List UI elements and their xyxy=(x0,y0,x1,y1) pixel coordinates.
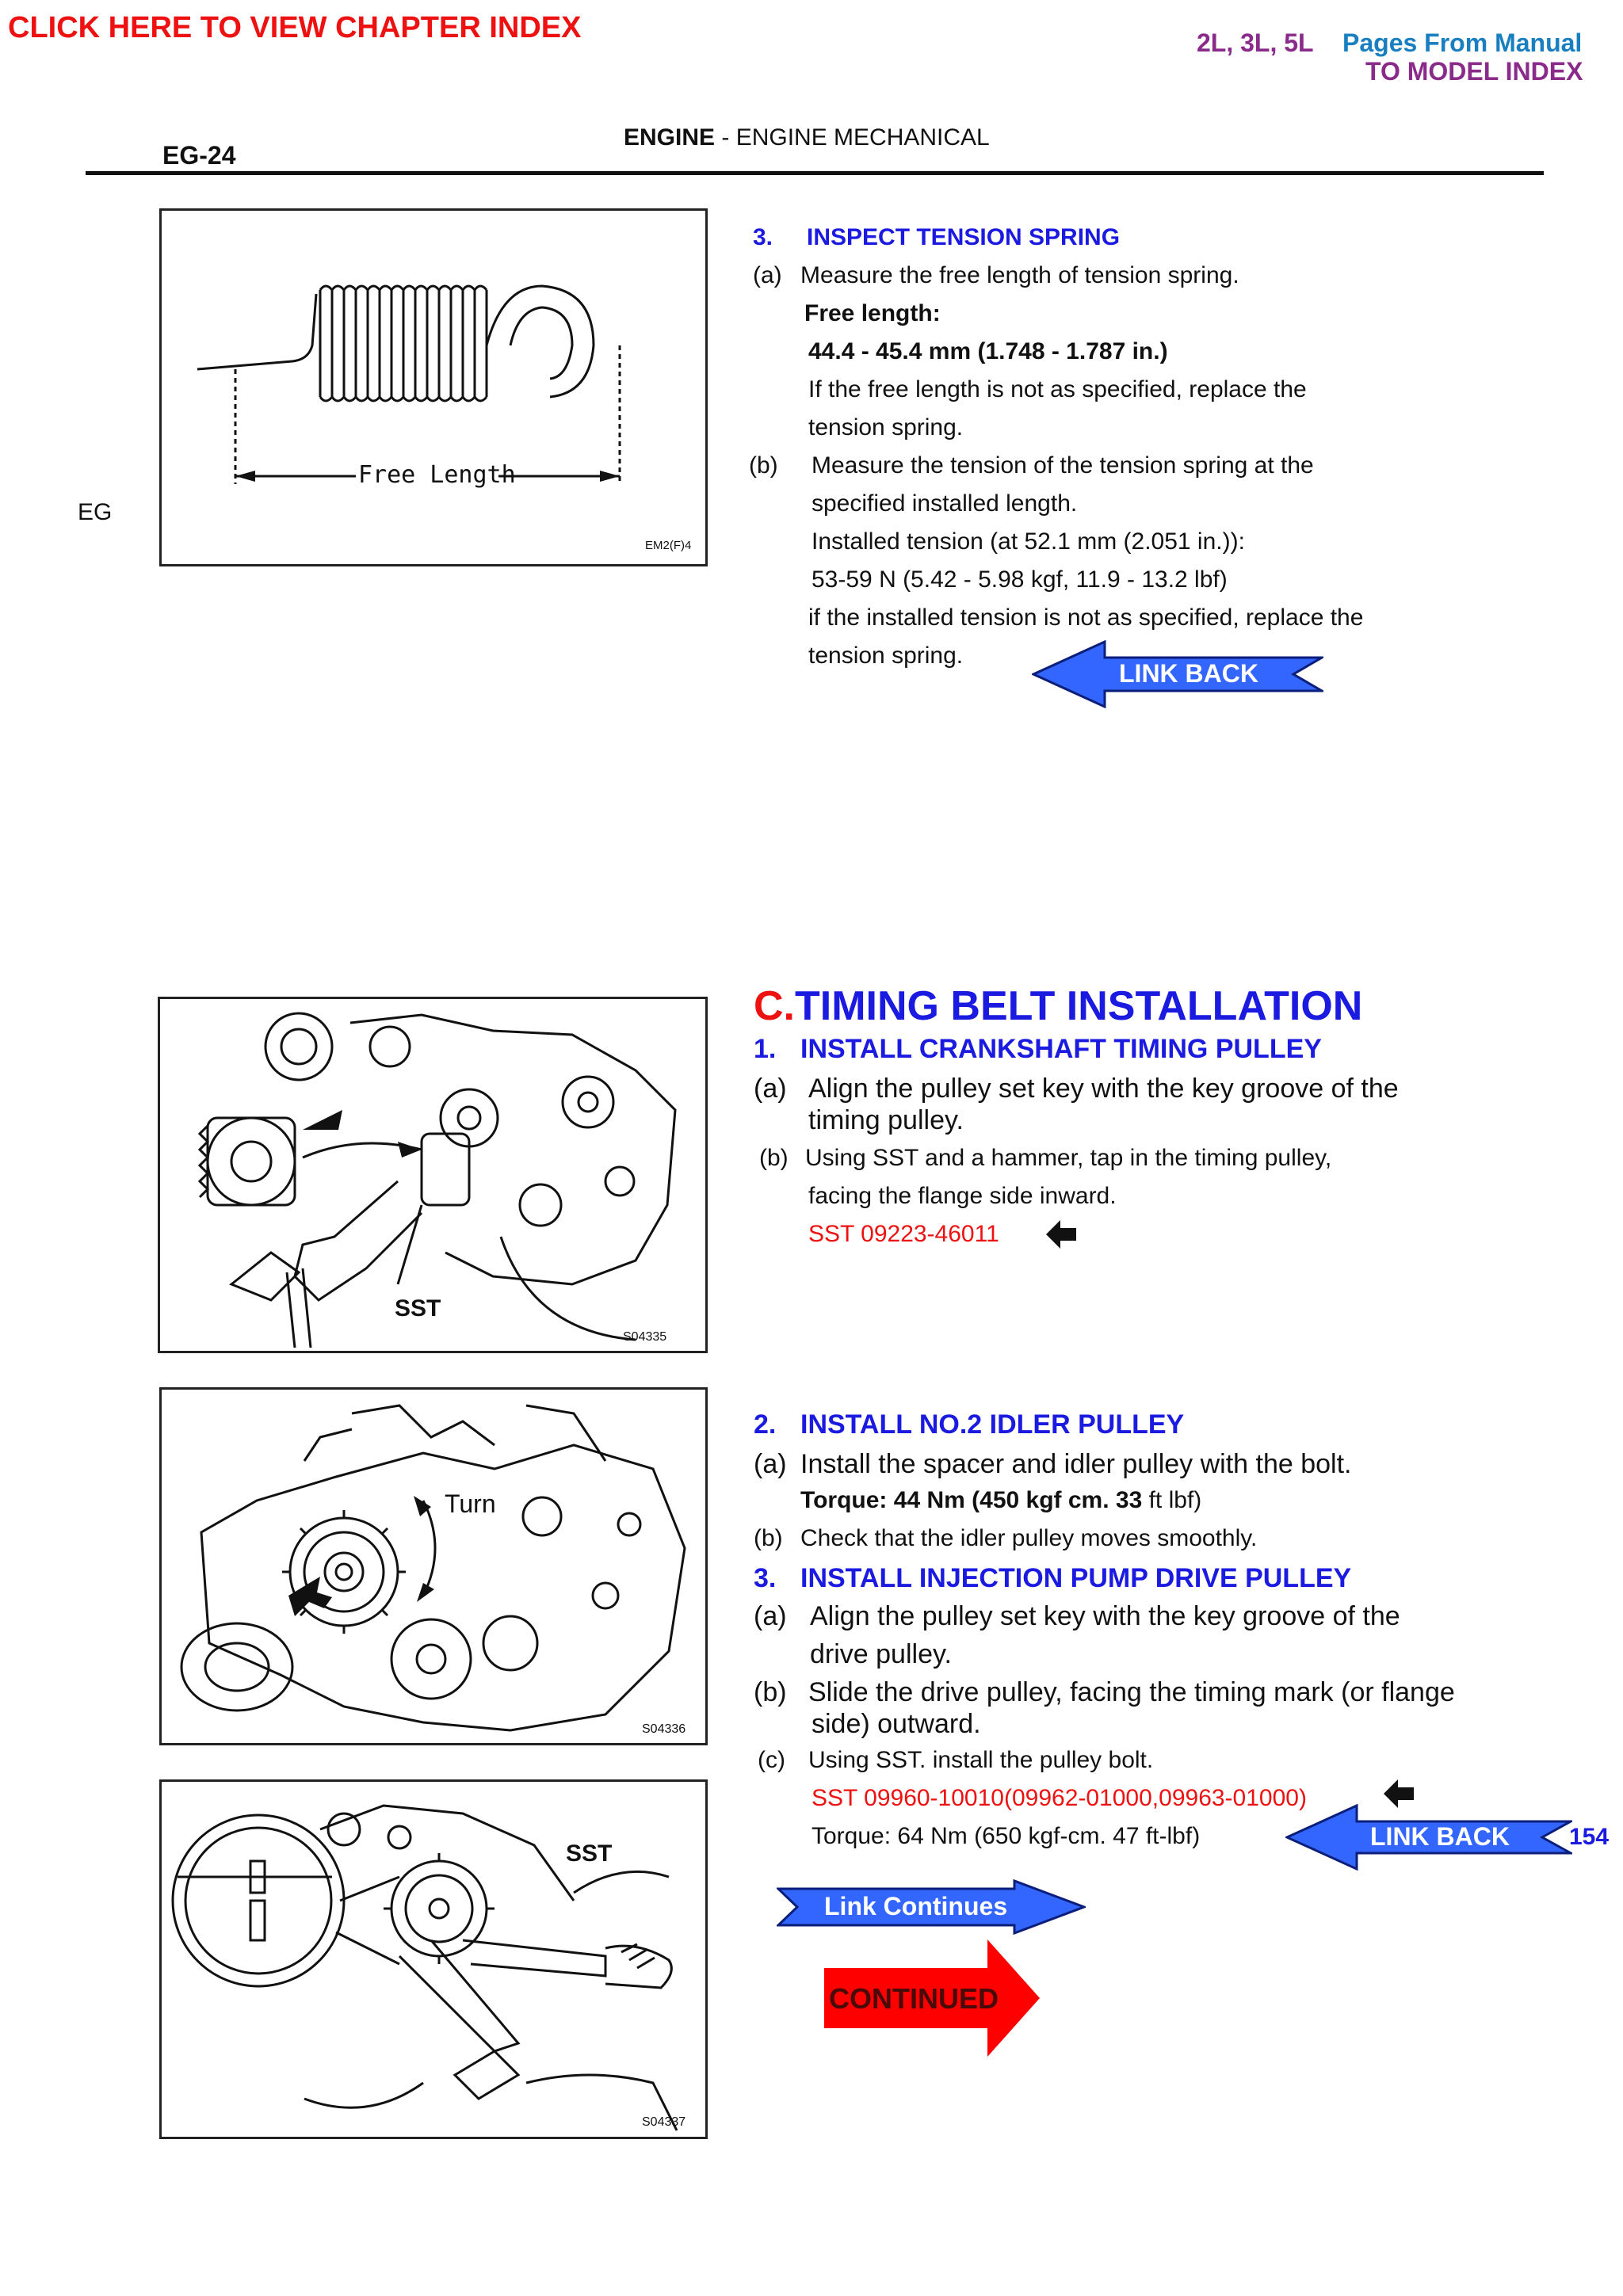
spec-label: Installed tension (at 52.1 mm (2.051 in.)): xyxy=(812,528,1245,555)
spec-value: 53-59 N (5.42 - 5.98 kgf, 11.9 - 13.2 lbf) xyxy=(812,566,1228,593)
drive-pulley-figure xyxy=(159,1779,708,2139)
model-index-link[interactable]: TO MODEL INDEX xyxy=(1365,57,1583,86)
link-back-label: LINK BACK xyxy=(1119,659,1258,688)
step-number: 2. xyxy=(754,1409,777,1440)
step-note: If the free length is not as specified, replace the xyxy=(808,376,1307,402)
heading-title: TIMING BELT INSTALLATION xyxy=(795,983,1363,1029)
step-label: (b) xyxy=(754,1677,787,1707)
step-number: 3. xyxy=(753,224,773,250)
step-label: (a) xyxy=(754,1601,787,1631)
step-label: (a) xyxy=(754,1449,787,1479)
turn-label: Turn xyxy=(445,1489,496,1518)
figure-code: S04336 xyxy=(642,1722,686,1736)
link-continues-button[interactable] xyxy=(777,1879,1086,1935)
step-label: (a) xyxy=(753,262,782,288)
step-label: (b) xyxy=(754,1525,783,1551)
side-tab: EG xyxy=(78,499,113,525)
step-text: Measure the tension of the tension spring at the xyxy=(812,452,1314,479)
section-title: INSPECT TENSION SPRING xyxy=(807,224,1121,250)
section-header xyxy=(624,124,990,151)
step-text: facing the flange side inward. xyxy=(808,1183,1117,1209)
idler-pulley-drawing xyxy=(162,1390,705,1743)
page-number: EG-24 xyxy=(162,141,236,170)
link-back-button[interactable] xyxy=(1285,1804,1572,1871)
main-heading xyxy=(754,981,1362,1032)
idler-pulley-figure xyxy=(159,1387,708,1745)
pages-from-manual-link[interactable]: Pages From Manual xyxy=(1342,29,1583,57)
step-label: (b) xyxy=(759,1145,789,1171)
figure-code: S04337 xyxy=(642,2115,686,2129)
step-text: Using SST. install the pulley bolt. xyxy=(808,1747,1154,1773)
step-number: 1. xyxy=(754,1034,777,1064)
sst-number: SST 09960-10010(09962-01000,09963-01000) xyxy=(812,1785,1307,1811)
sst-number: SST 09223-46011 xyxy=(808,1221,999,1247)
step-label: (c) xyxy=(758,1747,785,1773)
step-text: drive pulley. xyxy=(810,1639,952,1669)
continued-arrow xyxy=(823,1938,1041,2058)
drive-pulley-drawing xyxy=(162,1782,705,2137)
step-text: Align the pulley set key with the key groove of the xyxy=(808,1074,1399,1104)
step-number: 3. xyxy=(754,1563,777,1593)
step-text: side) outward. xyxy=(812,1709,981,1739)
step-text: specified installed length. xyxy=(812,490,1078,517)
step-text: Check that the idler pulley moves smoothly. xyxy=(800,1525,1258,1551)
header-rule xyxy=(86,171,1544,175)
step-text: Measure the free length of tension spring. xyxy=(800,262,1239,288)
chapter-index-link[interactable]: CLICK HERE TO VIEW CHAPTER INDEX xyxy=(8,11,582,44)
section-title: INSTALL NO.2 IDLER PULLEY xyxy=(800,1409,1185,1440)
sst-label: SST xyxy=(566,1840,613,1867)
link-back-page[interactable]: 154 xyxy=(1569,1824,1610,1850)
continued-label: CONTINUED xyxy=(829,1982,999,2015)
torque-spec xyxy=(800,1485,1201,1516)
figure-code: S04335 xyxy=(623,1330,667,1344)
link-back-label: LINK BACK xyxy=(1370,1822,1510,1851)
step-note: if the installed tension is not as specified, replace the xyxy=(808,605,1364,631)
section-title: INSTALL INJECTION PUMP DRIVE PULLEY xyxy=(800,1563,1352,1593)
model-list: 2L, 3L, 5L xyxy=(1197,29,1314,57)
step-text: Using SST and a hammer, tap in the timing pulley, xyxy=(805,1145,1332,1171)
step-text: timing pulley. xyxy=(808,1105,964,1135)
step-text: Install the spacer and idler pulley with the bolt. xyxy=(800,1449,1352,1479)
section-header-rest: - ENGINE MECHANICAL xyxy=(715,124,990,151)
tension-spring-drawing xyxy=(162,211,705,564)
step-text: Align the pulley set key with the key groove of the xyxy=(810,1601,1400,1631)
heading-letter: C. xyxy=(754,983,795,1029)
crankshaft-pulley-figure xyxy=(158,997,708,1353)
link-continues-label: Link Continues xyxy=(824,1892,1008,1920)
step-label: (b) xyxy=(749,452,778,479)
torque-spec-rest: ft lbf) xyxy=(1142,1487,1202,1513)
step-note: tension spring. xyxy=(808,643,964,669)
section-header-bold: ENGINE xyxy=(624,124,716,151)
step-label: (a) xyxy=(754,1074,787,1104)
link-back-button[interactable] xyxy=(1032,640,1323,708)
section-title: INSTALL CRANKSHAFT TIMING PULLEY xyxy=(800,1034,1322,1064)
tension-spring-figure xyxy=(159,208,708,566)
step-note: tension spring. xyxy=(808,414,964,441)
figure-code: EM2(F)4 xyxy=(645,539,692,552)
spec-value: 44.4 - 45.4 mm (1.748 - 1.787 in.) xyxy=(808,338,1168,364)
spec-label: Free length: xyxy=(804,300,941,326)
free-length-label: Free Length xyxy=(358,461,516,489)
sst-label: SST xyxy=(395,1295,441,1322)
torque-spec: Torque: 64 Nm (650 kgf-cm. 47 ft-lbf) xyxy=(812,1823,1201,1849)
pointer-left-icon xyxy=(1044,1219,1079,1250)
step-text: Slide the drive pulley, facing the timing mark (or flange xyxy=(808,1677,1455,1707)
torque-spec-bold: Torque: 44 Nm (450 kgf cm. 33 xyxy=(800,1487,1143,1513)
